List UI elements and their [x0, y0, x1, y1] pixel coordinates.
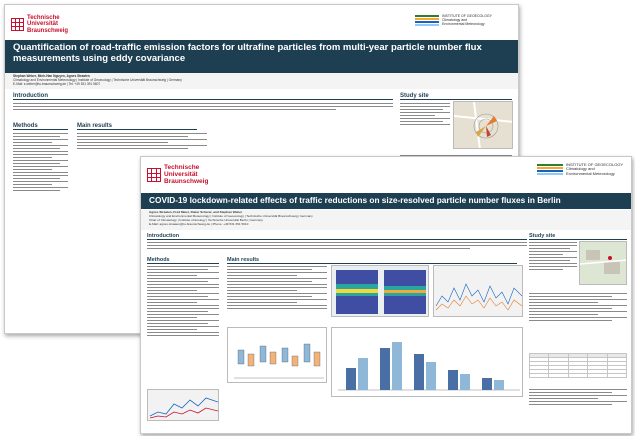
front-results-boxplot-figure: [227, 327, 327, 383]
boxplot-chart: [228, 328, 327, 383]
tu-braunschweig-logo: [11, 15, 68, 34]
front-introduction-heading: Introduction: [147, 233, 527, 240]
front-methods-text: [147, 266, 219, 386]
back-main-results-heading: Main results: [77, 123, 197, 130]
institute-stripes-icon: [415, 15, 439, 26]
institute-logo: [537, 163, 623, 176]
front-methods-heading: Methods: [147, 257, 219, 264]
front-poster: [140, 156, 632, 434]
tu-lion-icon: [147, 168, 161, 182]
front-study-site-text: [529, 242, 577, 290]
front-authors-block: [141, 210, 631, 230]
institute-stripes-icon: [537, 164, 563, 175]
back-poster-title: Quantification of road-traffic emission factors for ultrafine particles from multi-year particle number flux measurements using eddy covariance: [13, 42, 482, 64]
tu-wordmark: Technische Universität Braunschweig: [164, 164, 209, 185]
wind-rose-map-icon: [454, 102, 513, 149]
back-affiliation: Climatology and Environmental Meteorology | Institute of Geoecology | Technische Universität Braunschweig | Germany: [13, 78, 182, 82]
front-study-site-map: [579, 241, 627, 285]
methods-line-plot: [148, 390, 219, 421]
institute-name: INSTITUTE OF GEOECOLOGY Climatology and Environmental Meteorology: [442, 14, 492, 26]
front-results-timeseries-figure: [433, 265, 523, 317]
front-affiliation-2: Chair of Climatology | Institute of Ecology | Technische Universität Berlin | Germany: [149, 217, 263, 222]
back-study-site-heading: Study site: [400, 93, 512, 100]
back-introduction-text: [13, 103, 393, 117]
tu-lion-icon: [11, 18, 24, 31]
back-author-names: Stephan Weber, Minh-Han Nguyen, Agnes Straaten: [13, 74, 90, 78]
front-study-site-table: [529, 353, 627, 378]
front-introduction-text: [147, 242, 527, 254]
back-study-site-map: [453, 101, 513, 149]
front-affiliation-1: Climatology and Environmental Meteorology | Institute of Geoecology | Technische Universität Braunschweig | Germany: [149, 213, 313, 218]
back-title-bar: [5, 40, 518, 73]
front-methods-figure: [147, 389, 219, 421]
back-methods-text: [13, 133, 68, 273]
front-references-text: [529, 389, 627, 423]
back-study-site-text: [400, 103, 450, 143]
flux-heatmap-plot: [332, 266, 429, 317]
back-authors-block: [5, 73, 518, 89]
front-poster-title: COVID-19 lockdown-related effects of traffic reductions on size-resolved particle number fluxes in Berlin: [149, 195, 561, 205]
institute-logo: [415, 15, 492, 27]
back-methods-heading: Methods: [13, 123, 68, 130]
front-main-results-heading: Main results: [227, 257, 517, 264]
front-study-site-heading: Study site: [529, 233, 627, 240]
flux-timeseries-plot: [434, 266, 523, 317]
front-study-site-text-2: [529, 293, 627, 343]
front-results-flux-figure: [331, 265, 429, 317]
particle-size-bar-chart: [332, 328, 523, 397]
back-introduction-heading: Introduction: [13, 93, 393, 100]
front-email: E-Mail: agnes.straaten@tu-braunschweig.de | Phone: +49 531 391 5610: [149, 221, 249, 226]
back-email: E-Mail: s.weber@tu-braunschweig.de | Tel: +49 531 391 5607: [13, 82, 101, 86]
berlin-site-map-icon: [580, 242, 627, 285]
front-author-names: Agnes Straaten, Fred Meier, Dieter Scherer, and Stephan Weber: [149, 210, 243, 214]
front-results-text: [227, 266, 327, 326]
front-title-bar: [141, 193, 631, 209]
front-poster-header: [141, 157, 631, 197]
institute-name: INSTITUTE OF GEOECOLOGY Climatology and Environmental Meteorology: [566, 162, 624, 176]
tu-wordmark: Technische Universität Braunschweig: [27, 15, 69, 34]
front-results-bar-figure: [331, 327, 523, 397]
tu-braunschweig-logo: [147, 165, 208, 185]
